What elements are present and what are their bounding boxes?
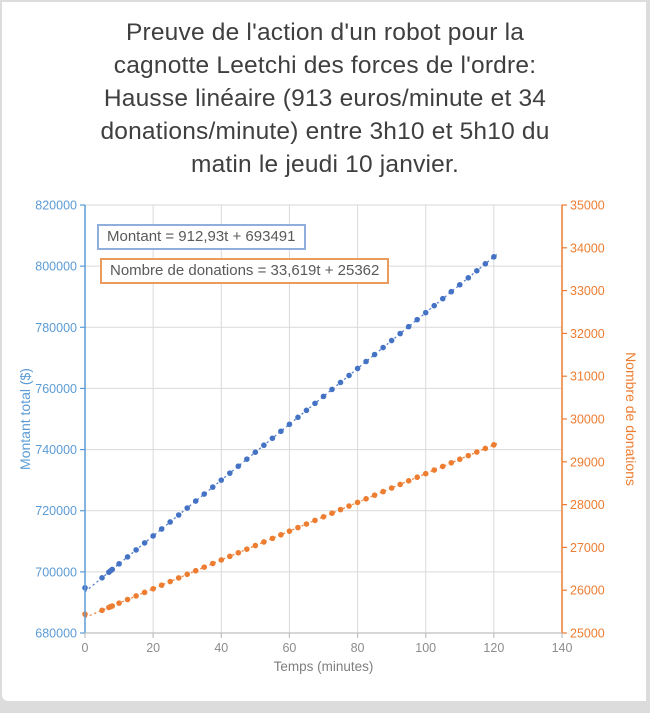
data-point-montant [201, 491, 207, 497]
data-point-donations [270, 536, 276, 542]
data-point-montant [244, 456, 250, 462]
data-point-donations [312, 518, 318, 524]
data-point-montant [167, 519, 173, 525]
data-point-montant [150, 533, 156, 539]
y-axis-right-tick-label: 25000 [570, 626, 605, 641]
data-point-donations [431, 467, 437, 473]
chart-title-line: Hausse linéaire (913 euros/minute et 34 [103, 85, 547, 112]
y-axis-left-title: Montant total ($) [17, 368, 33, 470]
data-point-donations [116, 600, 122, 606]
y-axis-left-tick-label: 700000 [35, 565, 77, 580]
y-axis-right-tick-label: 33000 [570, 284, 605, 299]
data-point-donations [287, 528, 293, 534]
x-axis-tick-label: 140 [551, 641, 573, 655]
data-point-montant [466, 275, 472, 281]
data-point-montant [116, 561, 122, 567]
chart-title-line: cagnotte Leetchi des forces de l'ordre: [113, 52, 537, 79]
data-point-donations [142, 590, 148, 596]
x-axis-title: Temps (minutes) [273, 659, 374, 674]
y-axis-right-tick-label: 35000 [570, 198, 605, 213]
data-point-montant [312, 401, 318, 407]
data-point-montant [176, 512, 182, 518]
data-point-montant [321, 394, 327, 400]
data-point-donations [150, 586, 156, 592]
y-axis-right-tick-label: 26000 [570, 583, 605, 598]
data-point-montant [109, 567, 115, 573]
y-axis-right-tick-label: 29000 [570, 455, 605, 470]
data-point-donations [125, 597, 131, 603]
x-axis-tick-label: 20 [146, 641, 161, 655]
data-point-donations [423, 471, 429, 477]
data-point-donations [236, 550, 242, 556]
y-axis-right-tick-label: 28000 [570, 498, 605, 513]
y-axis-left-tick-label: 760000 [35, 381, 77, 396]
data-point-montant [372, 352, 378, 358]
data-point-montant [227, 470, 233, 476]
x-axis-tick-label: 100 [415, 641, 437, 655]
data-point-montant [483, 261, 489, 267]
x-axis-tick-label: 80 [350, 641, 365, 655]
data-point-montant [389, 338, 395, 344]
data-point-montant [278, 428, 284, 434]
data-point-montant [448, 289, 454, 295]
data-point-montant [142, 540, 148, 546]
data-point-montant [133, 547, 139, 553]
y-axis-right-tick-label: 30000 [570, 412, 605, 427]
data-point-donations [474, 449, 480, 455]
x-axis-tick-label: 40 [214, 641, 229, 655]
data-point-donations [109, 603, 115, 609]
data-point-montant [295, 415, 301, 421]
data-point-donations [210, 561, 216, 567]
data-point-montant [253, 449, 259, 455]
data-point-montant [414, 317, 420, 323]
y-axis-left-tick-label: 820000 [35, 198, 77, 213]
data-point-donations [457, 456, 463, 462]
data-point-montant [99, 575, 105, 581]
data-point-montant [329, 387, 335, 393]
data-point-donations [448, 460, 454, 466]
x-axis-tick-label: 120 [483, 641, 505, 655]
data-point-montant [355, 366, 361, 372]
data-point-montant [380, 345, 386, 351]
data-point-montant [457, 282, 463, 288]
data-point-montant [210, 484, 216, 490]
y-axis-left-tick-label: 740000 [35, 443, 77, 458]
data-point-donations [389, 485, 395, 491]
y-axis-right-tick-label: 27000 [570, 540, 605, 555]
data-point-donations [466, 453, 472, 459]
y-axis-left-tick-label: 780000 [35, 320, 77, 335]
chart-title-line: donations/minute) entre 3h10 et 5h10 du [100, 118, 550, 145]
data-point-montant [236, 463, 242, 469]
y-axis-left-tick-label: 680000 [35, 626, 77, 641]
data-point-donations [227, 554, 233, 560]
data-point-donations [406, 478, 412, 484]
y-axis-left-tick-label: 800000 [35, 259, 77, 274]
data-point-montant [287, 421, 293, 427]
x-axis-tick-label: 60 [282, 641, 297, 655]
data-point-donations [244, 546, 250, 552]
data-point-montant [184, 505, 190, 511]
chart-title-line: Preuve de l'action d'un robot pour la [125, 19, 525, 46]
y-axis-right-title: Nombre de donations [623, 352, 639, 486]
data-point-donations [184, 572, 190, 578]
data-point-donations [491, 442, 497, 448]
data-point-montant [397, 331, 403, 337]
data-point-donations [329, 510, 335, 516]
data-point-donations [176, 575, 182, 581]
data-point-donations [278, 532, 284, 538]
y-axis-right-tick-label: 34000 [570, 241, 605, 256]
data-point-montant [406, 324, 412, 330]
trend-equation-montant: Montant = 912,93t + 693491 [97, 224, 306, 250]
x-axis-tick-label: 0 [81, 641, 89, 655]
data-point-montant [423, 310, 429, 316]
data-point-donations [321, 514, 327, 520]
y-axis-right-tick-label: 32000 [570, 326, 605, 341]
data-point-montant [363, 359, 369, 365]
data-point-montant [440, 296, 446, 302]
data-point-donations [414, 474, 420, 480]
data-point-donations [167, 579, 173, 585]
data-point-montant [218, 477, 224, 483]
data-point-donations [363, 496, 369, 502]
data-point-donations [380, 489, 386, 495]
data-point-montant [491, 254, 497, 260]
data-point-montant [304, 408, 310, 414]
data-point-montant [193, 498, 199, 504]
data-point-donations [355, 500, 361, 506]
data-point-donations [338, 507, 344, 513]
data-point-donations [346, 503, 352, 509]
y-axis-right-tick-label: 31000 [570, 369, 605, 384]
data-point-donations [372, 492, 378, 498]
data-point-donations [253, 543, 259, 549]
data-point-donations [193, 568, 199, 574]
data-point-donations [218, 557, 224, 563]
trend-equation-donations: Nombre de donations = 33,619t + 25362 [100, 258, 389, 284]
data-point-donations [99, 608, 105, 614]
data-point-montant [431, 303, 437, 309]
data-point-donations [295, 525, 301, 531]
data-point-donations [397, 482, 403, 488]
data-point-donations [201, 564, 207, 570]
data-point-donations [440, 464, 446, 470]
data-point-donations [133, 593, 139, 599]
data-point-montant [270, 435, 276, 441]
data-point-donations [304, 521, 310, 527]
data-point-donations [159, 582, 165, 588]
data-point-montant [474, 268, 480, 274]
data-point-donations [483, 446, 489, 452]
data-point-montant [159, 526, 165, 532]
data-point-donations [261, 539, 267, 545]
data-point-montant [338, 380, 344, 386]
y-axis-left-tick-label: 720000 [35, 504, 77, 519]
data-point-montant [125, 554, 131, 560]
data-point-montant [346, 373, 352, 379]
chart-title-line: matin le jeudi 10 janvier. [190, 151, 460, 178]
data-point-montant [261, 442, 267, 448]
